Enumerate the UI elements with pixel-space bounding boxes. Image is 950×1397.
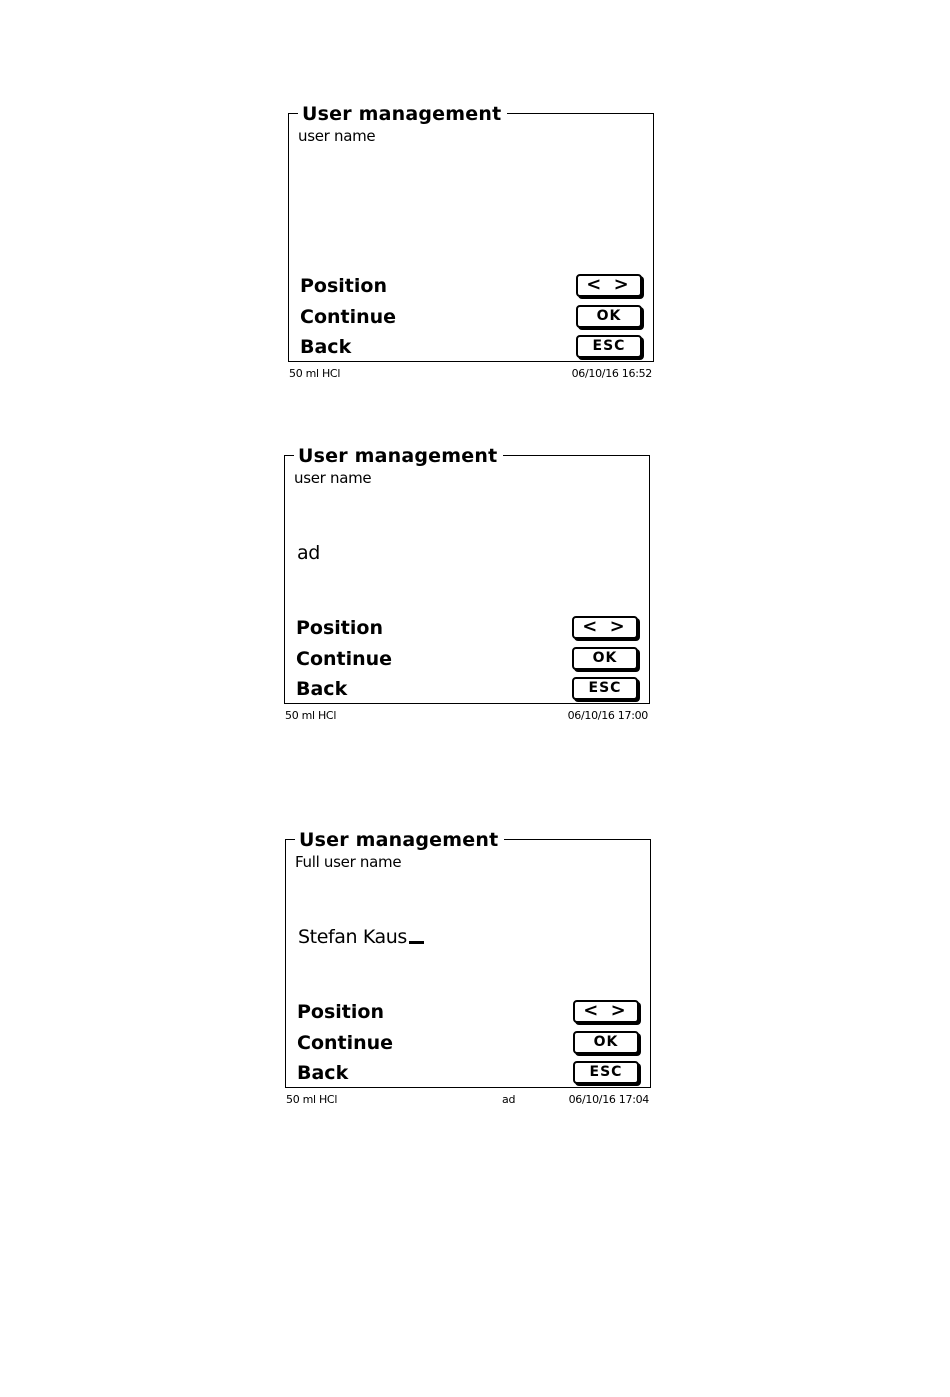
continue-label: Continue xyxy=(296,648,393,670)
position-row xyxy=(297,999,639,1025)
screen-title: User management xyxy=(295,829,504,851)
user-name-input[interactable]: ad xyxy=(297,542,320,564)
user-management-screen-1 xyxy=(288,103,654,385)
screen-title: User management xyxy=(298,103,507,125)
continue-row xyxy=(296,646,638,672)
position-label: Position xyxy=(297,1001,384,1023)
text-cursor xyxy=(409,941,424,944)
position-arrows-key[interactable]: < > xyxy=(576,274,642,297)
continue-row xyxy=(300,304,642,330)
status-datetime: 06/10/16 17:00 xyxy=(567,709,648,722)
continue-label: Continue xyxy=(297,1032,394,1054)
back-row xyxy=(296,676,638,702)
ok-key[interactable]: OK xyxy=(573,1031,639,1054)
user-management-screen-2 xyxy=(284,445,650,727)
status-method: 50 ml HCl xyxy=(286,1093,338,1106)
continue-row xyxy=(297,1030,639,1056)
position-label: Position xyxy=(300,275,387,297)
position-row xyxy=(300,273,642,299)
back-row xyxy=(297,1060,639,1086)
back-label: Back xyxy=(300,336,352,358)
esc-key[interactable]: ESC xyxy=(573,1061,639,1084)
ok-key[interactable]: OK xyxy=(576,305,642,328)
full-user-name-value: Stefan Kaus xyxy=(298,926,407,948)
ok-key[interactable]: OK xyxy=(572,647,638,670)
field-label: user name xyxy=(298,127,376,145)
status-datetime: 06/10/16 16:52 xyxy=(571,367,652,380)
status-user: ad xyxy=(502,1093,516,1106)
position-arrows-key[interactable]: < > xyxy=(572,616,638,639)
position-arrows-key[interactable]: < > xyxy=(573,1000,639,1023)
position-row xyxy=(296,615,638,641)
back-label: Back xyxy=(297,1062,349,1084)
status-datetime: 06/10/16 17:04 xyxy=(568,1093,649,1106)
full-user-name-input[interactable] xyxy=(298,926,424,948)
user-management-screen-3 xyxy=(285,829,651,1111)
esc-key[interactable]: ESC xyxy=(572,677,638,700)
screen-title: User management xyxy=(294,445,503,467)
status-method: 50 ml HCl xyxy=(289,367,341,380)
field-label: Full user name xyxy=(295,853,402,871)
back-row xyxy=(300,334,642,360)
status-method: 50 ml HCl xyxy=(285,709,337,722)
continue-label: Continue xyxy=(300,306,397,328)
position-label: Position xyxy=(296,617,383,639)
field-label: user name xyxy=(294,469,372,487)
back-label: Back xyxy=(296,678,348,700)
esc-key[interactable]: ESC xyxy=(576,335,642,358)
